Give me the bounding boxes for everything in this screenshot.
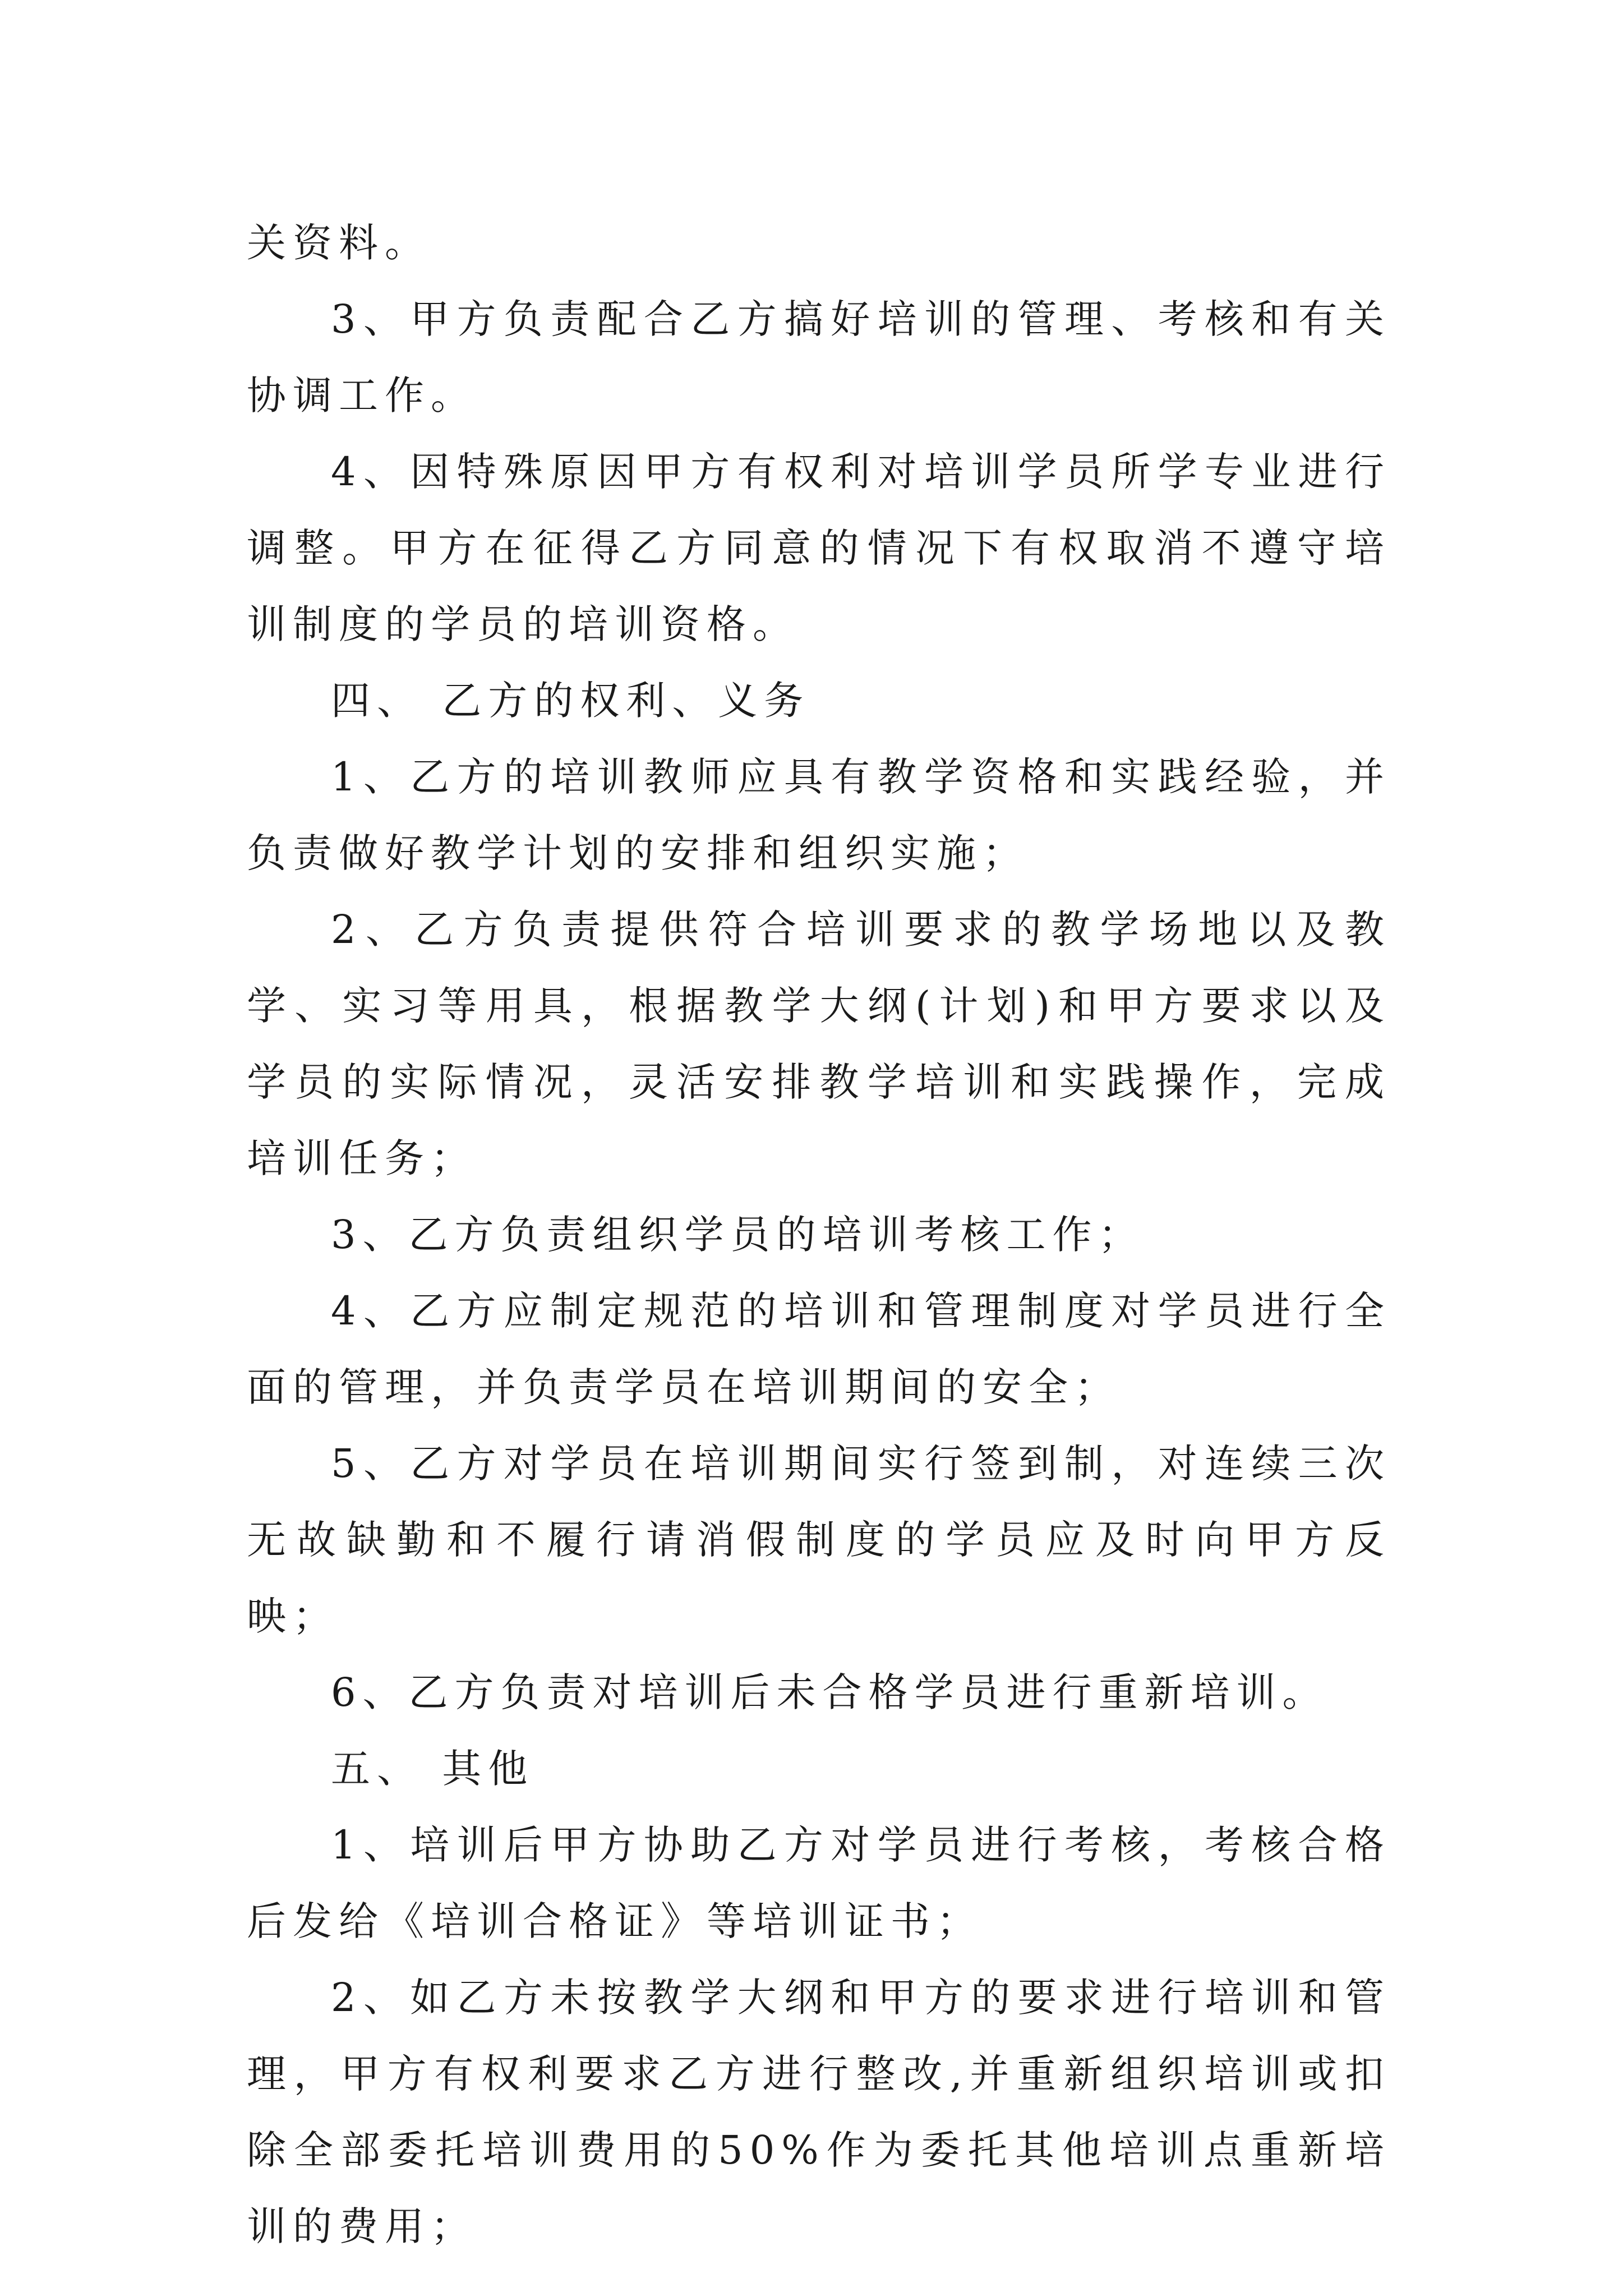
paragraph-clause-5-party-b: 5、乙方对学员在培训期间实行签到制，对连续三次无故缺勤和不履行请消假制度的学员应及时向甲方反映； [247, 1441, 1391, 1639]
paragraph-clause-6-party-b: 6、乙方负责对培训后未合格学员进行重新培训。 [331, 1669, 1329, 1715]
paragraph-clause-1-other: 1、培训后甲方协助乙方对学员进行考核，考核合格后发给《培训合格证》等培训证书； [247, 1822, 1391, 1944]
section-heading-5: 五、 其他 [331, 1746, 534, 1792]
paragraph-clause-4-party-b: 4、乙方应制定规范的培训和管理制度对学员进行全面的管理，并负责学员在培训期间的安全； [247, 1288, 1391, 1410]
paragraph-clause-2-party-b: 2、乙方负责提供符合培训要求的教学场地以及教学、实习等用具，根据教学大纲(计划)和甲方要求以及学员的实际情况，灵活安排教学培训和实践操作，完成培训任务； [247, 907, 1391, 1181]
document-body [247, 205, 1391, 2265]
paragraph-clause-3-party-a: 3、甲方负责配合乙方搞好培训的管理、考核和有关协调工作。 [247, 296, 1391, 418]
paragraph-clause-1-party-b: 1、乙方的培训教师应具有教学资格和实践经验，并负责做好教学计划的安排和组织实施； [247, 754, 1391, 876]
section-heading-4: 四、 乙方的权利、义务 [331, 678, 810, 724]
paragraph-clause-2-other: 2、如乙方未按教学大纲和甲方的要求进行培训和管理，甲方有权利要求乙方进行整改,并重新组织培训或扣除全部委托培训费用的50%作为委托其他培训点重新培训的费用； [247, 1975, 1391, 2249]
paragraph-continuation: 关资料。 [247, 220, 431, 266]
paragraph-clause-3-party-b: 3、乙方负责组织学员的培训考核工作； [331, 1212, 1145, 1258]
paragraph-clause-4-party-a: 4、因特殊原因甲方有权利对培训学员所学专业进行调整。甲方在征得乙方同意的情况下有权取消不遵守培训制度的学员的培训资格。 [247, 449, 1391, 647]
